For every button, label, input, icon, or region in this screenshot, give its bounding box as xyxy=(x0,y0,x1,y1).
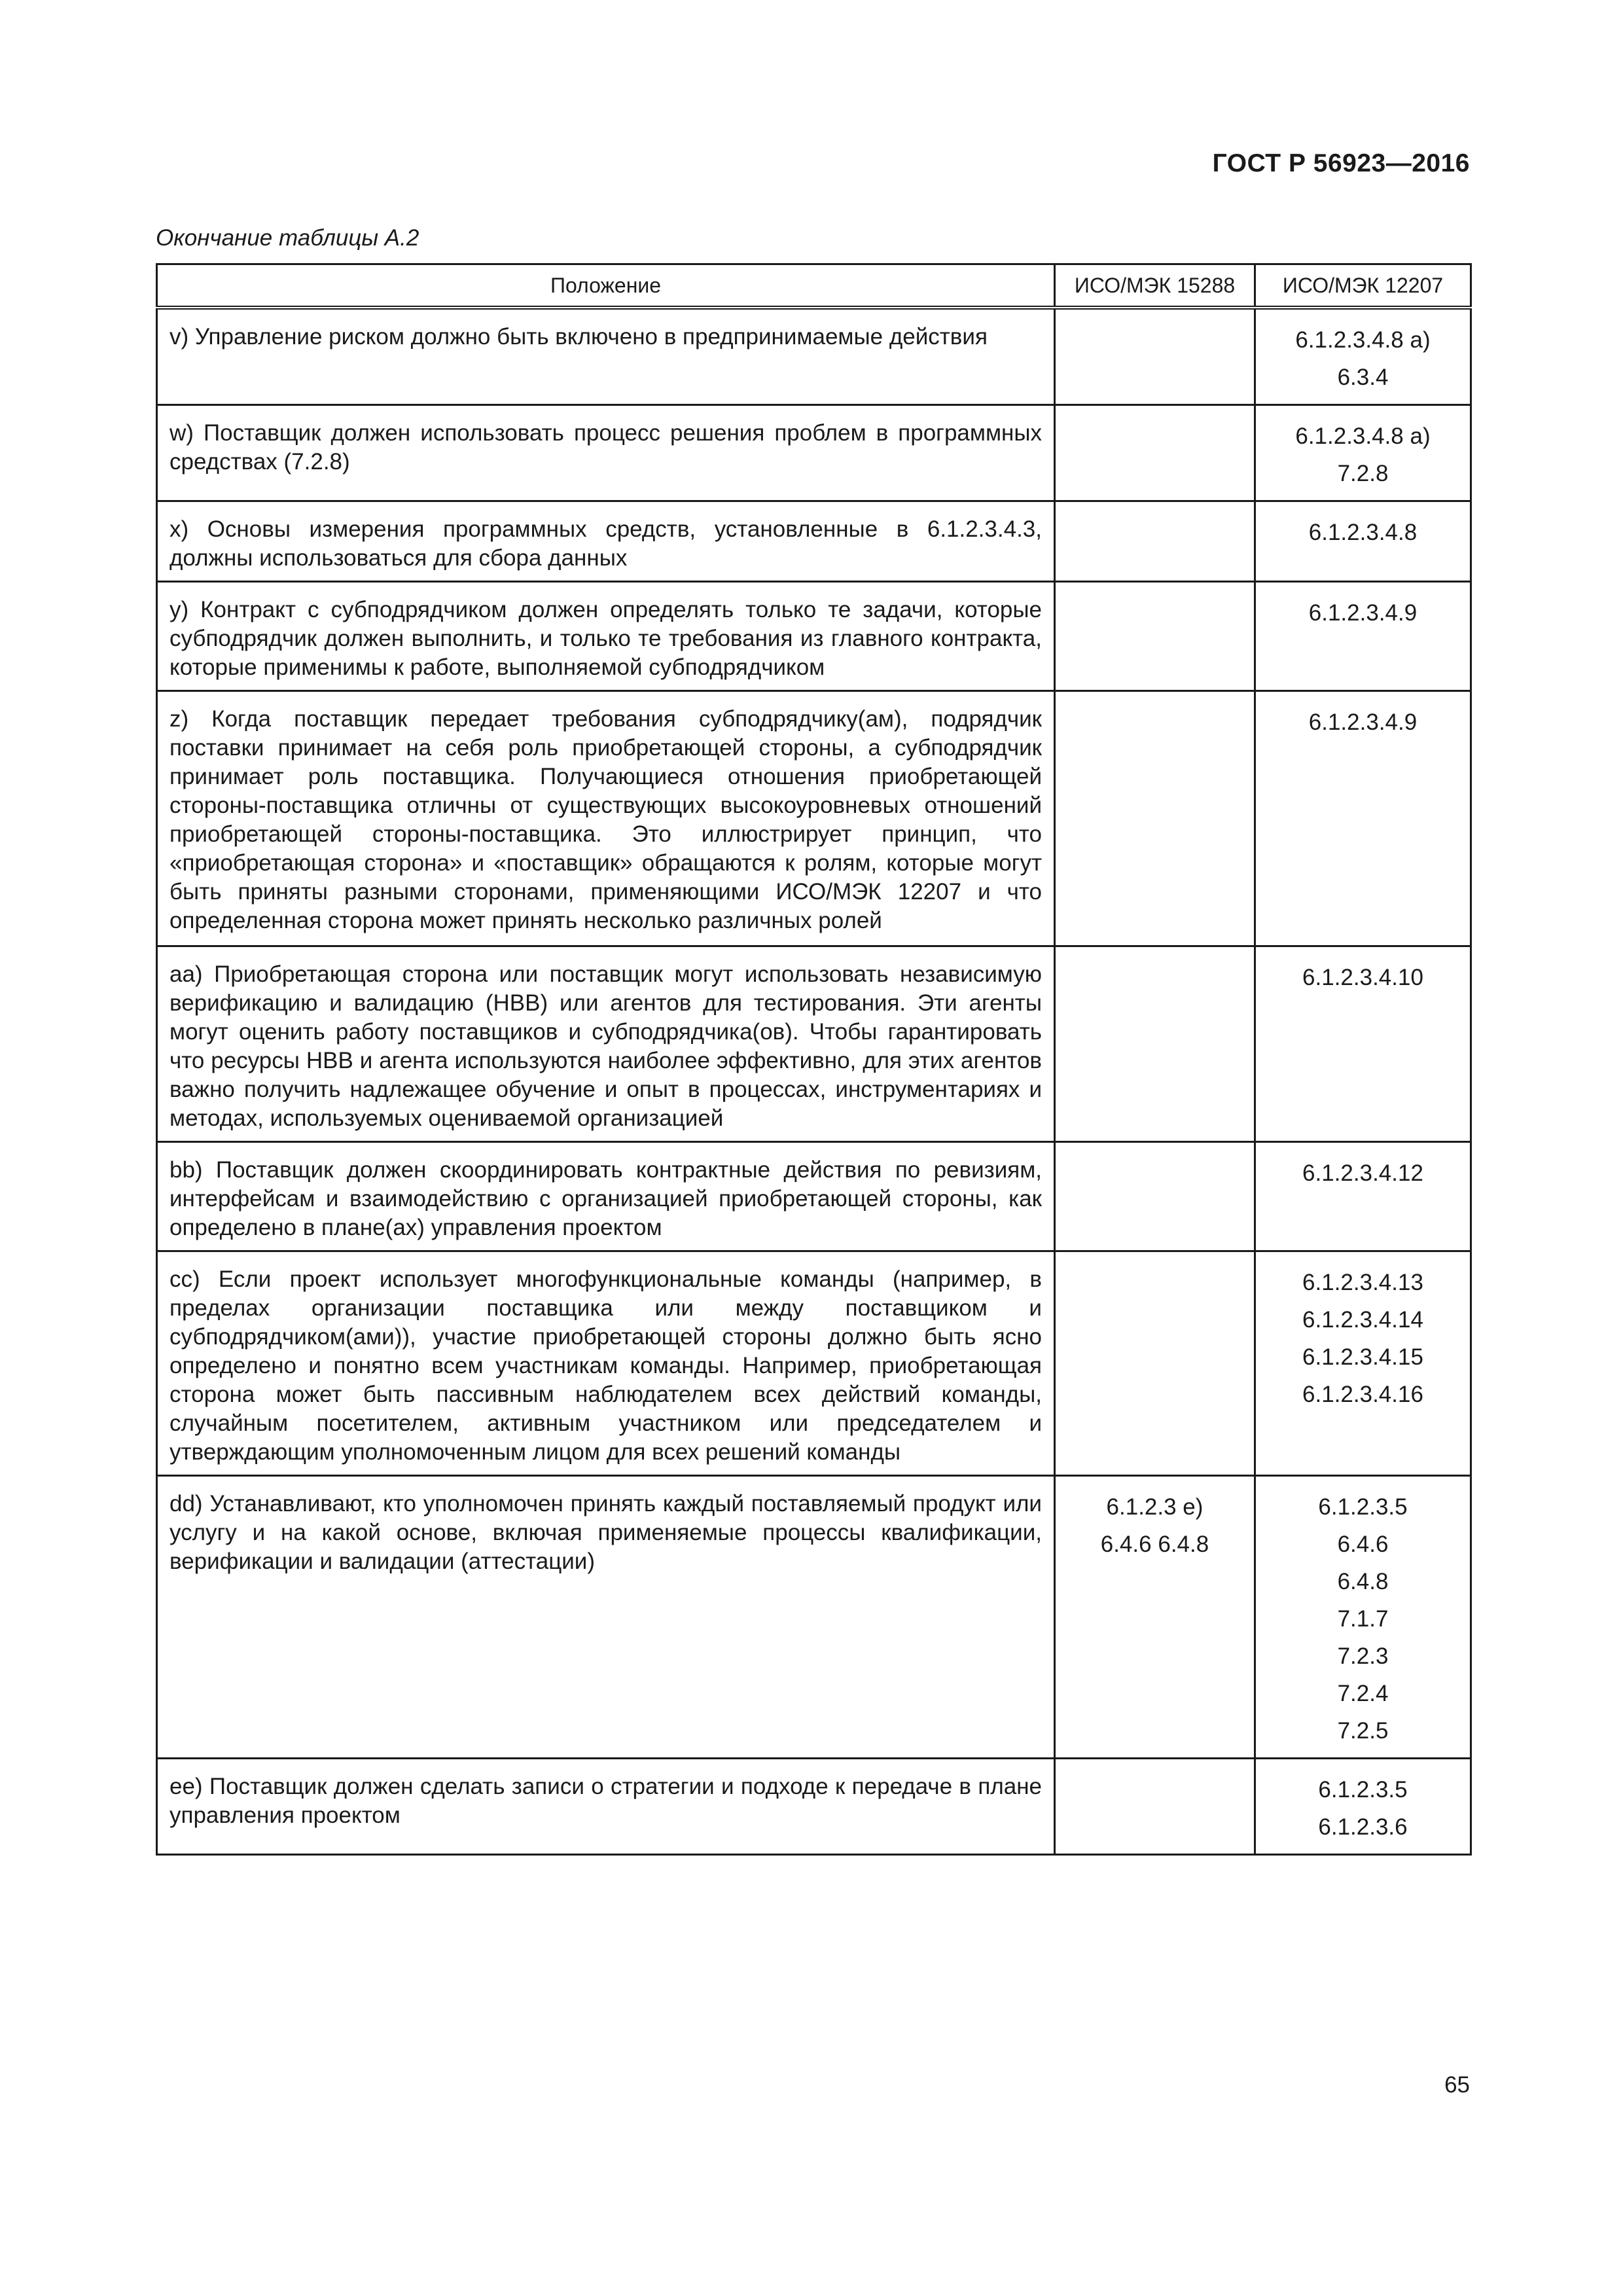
iso-15288-refs xyxy=(1055,501,1255,582)
document-code: ГОСТ Р 56923—2016 xyxy=(1212,149,1470,177)
column-header-iso-15288: ИСО/МЭК 15288 xyxy=(1055,264,1255,308)
provision-text: w) Поставщик должен использовать процесс решения проблем в программных средствах (7.2.8) xyxy=(157,405,1055,501)
reference-clause: 6.3.4 xyxy=(1337,365,1389,390)
table-row xyxy=(157,582,1471,691)
reference-clause: 6.1.2.3.5 xyxy=(1318,1494,1408,1520)
iso-12207-refs xyxy=(1255,1759,1471,1855)
column-header-provision: Положение xyxy=(157,264,1055,308)
reference-clause: 6.1.2.3.4.16 xyxy=(1302,1382,1423,1407)
reference-clause: 6.4.8 xyxy=(1337,1569,1389,1594)
iso-15288-refs xyxy=(1055,691,1255,946)
provision-text: dd) Устанавливают, кто уполномочен принять каждый поставляемый продукт или услугу и на какой основе, включая применяемые процессы квалификации, верификации и валидации (аттестации) xyxy=(157,1476,1055,1759)
table-header-row xyxy=(157,264,1471,308)
provision-text: bb) Поставщик должен скоординировать контрактные действия по ревизиям, интерфейсам и взаимодействию с организацией приобретающей стороны, как определено в плане(ах) управления проектом xyxy=(157,1142,1055,1251)
provision-text: cc) Если проект использует многофункциональные команды (например, в пределах организации поставщика или между поставщиком и субподрядчиком(ами)), участие приобретающей стороны должно быть ясно определено и понятно всем участникам команды. Например, приобретающая сторона может быть пассивным наблюдателем всех действий команды, случайным посетителем, активным участником или председателем и утверждающим уполномоченным лицом для всех решений команды xyxy=(157,1251,1055,1476)
provision-text: x) Основы измерения программных средств, установленные в 6.1.2.3.4.3, должны использоваться для сбора данных xyxy=(157,501,1055,582)
reference-clause: 6.1.2.3.4.9 xyxy=(1308,600,1418,626)
iso-15288-refs xyxy=(1055,1251,1255,1476)
iso-15288-refs xyxy=(1055,1142,1255,1251)
provision-text: ee) Поставщик должен сделать записи о стратегии и подходе к передаче в плане управления проектом xyxy=(157,1759,1055,1855)
table-row xyxy=(157,405,1471,501)
reference-clause: 6.1.2.3.5 xyxy=(1318,1777,1408,1803)
iso-12207-refs xyxy=(1255,946,1471,1142)
table-row xyxy=(157,1759,1471,1855)
reference-clause: 7.2.3 xyxy=(1337,1643,1389,1669)
reference-clause: 6.1.2.3.4.8 a) xyxy=(1295,327,1431,353)
reference-clause: 6.1.2.3.4.8 xyxy=(1308,520,1418,545)
iso-12207-refs xyxy=(1255,1251,1471,1476)
iso-15288-refs xyxy=(1055,582,1255,691)
reference-clause: 6.1.2.3.4.14 xyxy=(1302,1307,1423,1333)
iso-15288-refs xyxy=(1055,405,1255,501)
column-header-iso-12207: ИСО/МЭК 12207 xyxy=(1255,264,1471,308)
provision-text: z) Когда поставщик передает требования субподрядчику(ам), подрядчик поставки принимает на себя роль приобретающей стороны, а субподрядчик принимает роль поставщика. Получающиеся отношения приобретающей стороны-поставщика отличны от существующих высокоуровневых отношений приобретающей стороны-поставщика. Это иллюстрирует принцип, что «приобретающая сторона» и «поставщик» обращаются к ролям, которые могут быть приняты разными сторонами, применяющими ИСО/МЭК 12207 и что определенная сторона может принять несколько различных ролей xyxy=(157,691,1055,946)
iso-12207-refs xyxy=(1255,691,1471,946)
iso-12207-refs xyxy=(1255,405,1471,501)
provision-text: y) Контракт с субподрядчиком должен определять только те задачи, которые субподрядчик должен выполнить, и только те требования из главного контракта, которые применимы к работе, выполняемой субподрядчиком xyxy=(157,582,1055,691)
reference-clause: 6.1.2.3.4.9 xyxy=(1308,709,1418,735)
reference-clause: 7.2.5 xyxy=(1337,1718,1389,1744)
iso-12207-refs xyxy=(1255,308,1471,405)
table-row xyxy=(157,691,1471,946)
iso-15288-refs xyxy=(1055,1476,1255,1759)
table-row xyxy=(157,308,1471,405)
reference-clause: 7.2.8 xyxy=(1337,461,1389,486)
provisions-table xyxy=(156,263,1472,1856)
table-row xyxy=(157,1142,1471,1251)
page-number: 65 xyxy=(1444,2072,1470,2098)
table-caption: Окончание таблицы А.2 xyxy=(156,225,419,251)
reference-clause: 7.1.7 xyxy=(1337,1606,1389,1632)
table-row xyxy=(157,946,1471,1142)
provision-text: v) Управление риском должно быть включено в предпринимаемые действия xyxy=(157,308,1055,405)
iso-12207-refs xyxy=(1255,1476,1471,1759)
reference-clause: 6.1.2.3.4.8 a) xyxy=(1295,423,1431,449)
reference-clause: 6.1.2.3.4.12 xyxy=(1302,1160,1423,1186)
table-row xyxy=(157,1476,1471,1759)
iso-15288-refs xyxy=(1055,946,1255,1142)
reference-clause: 6.1.2.3.6 xyxy=(1318,1814,1408,1840)
provision-text: aa) Приобретающая сторона или поставщик могут использовать независимую верификацию и валидацию (НВВ) или агентов для тестирования. Эти агенты могут оценить работу поставщиков и субподрядчика(ов). Чтобы гарантировать что ресурсы НВВ и агента используются наиболее эффективно, для этих агентов важно получить надлежащее обучение и опыт в процессах, инструментариях и методах, используемых оцениваемой организацией xyxy=(157,946,1055,1142)
reference-clause: 6.1.2.3.4.15 xyxy=(1302,1344,1423,1370)
iso-12207-refs xyxy=(1255,582,1471,691)
reference-clause: 6.1.2.3 e) xyxy=(1106,1494,1204,1520)
table-container xyxy=(156,263,1470,1856)
iso-12207-refs xyxy=(1255,501,1471,582)
table-row xyxy=(157,501,1471,582)
reference-clause: 6.4.6 6.4.8 xyxy=(1100,1532,1209,1557)
iso-15288-refs xyxy=(1055,1759,1255,1855)
iso-12207-refs xyxy=(1255,1142,1471,1251)
reference-clause: 7.2.4 xyxy=(1337,1681,1389,1706)
iso-15288-refs xyxy=(1055,308,1255,405)
reference-clause: 6.1.2.3.4.10 xyxy=(1302,965,1423,990)
reference-clause: 6.1.2.3.4.13 xyxy=(1302,1270,1423,1295)
table-body xyxy=(157,308,1471,1855)
reference-clause: 6.4.6 xyxy=(1337,1532,1389,1557)
table-row xyxy=(157,1251,1471,1476)
